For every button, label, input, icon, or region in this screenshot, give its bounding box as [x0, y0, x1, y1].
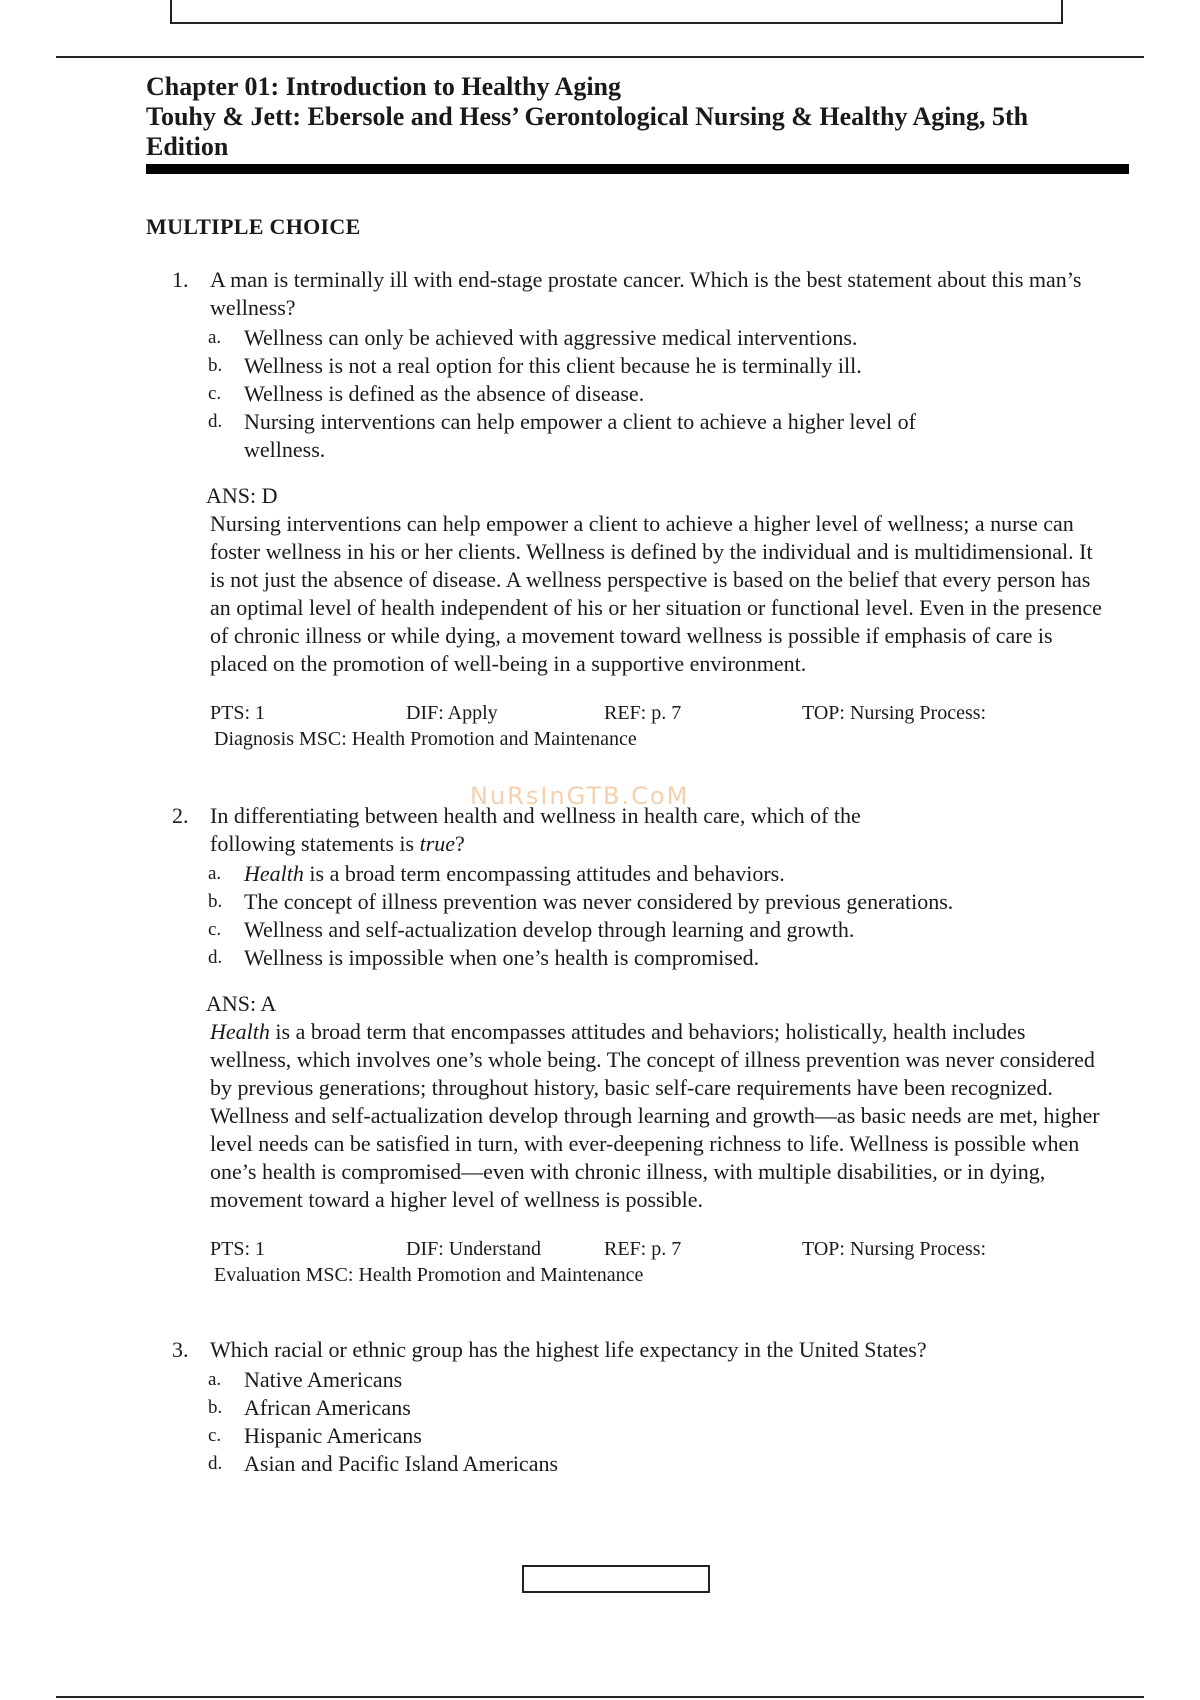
header-divider	[146, 164, 1129, 174]
choice-a	[208, 1366, 1132, 1394]
choice-list	[208, 860, 1132, 972]
choice-letter: a.	[208, 863, 222, 884]
topic: TOP: Nursing Process:	[802, 702, 987, 724]
question-3	[172, 1336, 1132, 1478]
book-title-line2: Edition	[146, 132, 229, 161]
choice-c	[208, 1422, 1132, 1450]
points: PTS: 1	[210, 702, 266, 724]
reference: REF: p. 7	[604, 702, 682, 724]
question-text: A man is terminally ill with end-stage prostate cancer. Which is the best statement about this man’s wellness?	[210, 267, 1082, 320]
question-number: 2.	[172, 803, 189, 828]
top-page-box	[170, 0, 1063, 24]
answer-key: ANS: A	[206, 991, 277, 1016]
question-emphasis: true	[419, 831, 456, 856]
question-number: 1.	[172, 267, 189, 292]
difficulty: DIF: Understand	[406, 1238, 541, 1260]
choice-text: Wellness is impossible when one’s health is compromised.	[244, 945, 760, 970]
choice-text: Hispanic Americans	[244, 1423, 422, 1448]
question-text: Which racial or ethnic group has the highest life expectancy in the United States?	[210, 1337, 927, 1362]
watermark: NuRsInGTB.CoM	[470, 782, 690, 810]
question-1	[172, 266, 1132, 752]
page-number-box	[522, 1565, 710, 1593]
question-stem	[172, 266, 1132, 322]
choice-a	[208, 324, 1132, 352]
rationale-emphasis: Health	[210, 1019, 270, 1044]
choice-text: Wellness is defined as the absence of disease.	[244, 381, 645, 406]
rationale-text: is a broad term that encompasses attitudes and behaviors; holistically, health includes wellness, which involves one’s whole being. The concept of illness prevention was never considered by previous generations; throughout history, basic self-care requirements have been recognized. Wellness and self-actualization develop through learning and growth—as basic needs are met, higher level needs can be satisfied in turn, with ever-deepening richness to life. Wellness is possible when one’s health is compromised—even with chronic illness, with multiple disabilities, or in dying, movement toward a higher level of wellness is possible.	[210, 1019, 1100, 1212]
choice-b	[208, 1394, 1132, 1422]
choice-text: Wellness is not a real option for this client because he is terminally ill.	[244, 353, 862, 378]
topic-msc-line: Evaluation MSC: Health Promotion and Maintenance	[214, 1264, 644, 1286]
choice-c	[208, 916, 1132, 944]
choice-letter: a.	[208, 1369, 222, 1390]
choice-a	[208, 860, 1132, 888]
choice-d	[208, 408, 964, 464]
question-stem	[172, 1336, 1132, 1364]
choice-letter: b.	[208, 891, 223, 912]
book-title-line1: Touhy & Jett: Ebersole and Hess’ Gerontological Nursing & Healthy Aging, 5th	[146, 102, 1029, 131]
answer-key: ANS: D	[206, 483, 278, 508]
topic: TOP: Nursing Process:	[802, 1238, 987, 1260]
top-rule	[56, 56, 1144, 58]
choice-d	[208, 1450, 1132, 1478]
choice-text: Nursing interventions can help empower a client to achieve a higher level of wellness.	[244, 409, 916, 462]
reference: REF: p. 7	[604, 1238, 682, 1260]
choice-letter: d.	[208, 947, 223, 968]
choice-b	[208, 888, 1132, 916]
choice-d	[208, 944, 1132, 972]
choice-text: The concept of illness prevention was never considered by previous generations.	[244, 889, 954, 914]
choice-text: Wellness can only be achieved with aggressive medical interventions.	[244, 325, 858, 350]
rationale	[210, 1018, 1110, 1214]
rationale: Nursing interventions can help empower a client to achieve a higher level of wellness; a nurse can foster wellness in his or her clients. Wellness is defined by the individual and is multidimensional. It is not just the absence of disease. A wellness perspective is based on the belief that every person has an optimal level of health independent of his or her situation or functional level. Even in the presence of chronic illness or while dying, a movement toward wellness is possible if emphasis of care is placed on the promotion of well-being in a supportive environment.	[210, 511, 1102, 676]
choice-text: Asian and Pacific Island Americans	[244, 1451, 559, 1476]
choice-letter: c.	[208, 919, 222, 940]
question-2	[172, 802, 1132, 1288]
question-stem	[172, 802, 930, 858]
choice-text: Wellness and self-actualization develop through learning and growth.	[244, 917, 855, 942]
choice-text: African Americans	[244, 1395, 411, 1420]
choice-list	[208, 1366, 1132, 1478]
question-metadata	[210, 700, 1110, 752]
section-title: MULTIPLE CHOICE	[146, 214, 361, 239]
choice-text: Native Americans	[244, 1367, 403, 1392]
choice-letter: a.	[208, 327, 222, 348]
choice-letter: c.	[208, 383, 222, 404]
difficulty: DIF: Apply	[406, 702, 498, 724]
choice-letter: d.	[208, 1453, 223, 1474]
choice-letter: b.	[208, 1397, 223, 1418]
choice-b	[208, 352, 1132, 380]
choice-text: is a broad term encompassing attitudes and behaviors.	[303, 861, 785, 886]
choice-list	[208, 324, 1132, 464]
points: PTS: 1	[210, 1238, 266, 1260]
chapter-title: Chapter 01: Introduction to Healthy Aging	[146, 72, 622, 101]
document-header	[146, 72, 1106, 162]
choice-letter: b.	[208, 355, 223, 376]
choice-letter: c.	[208, 1425, 222, 1446]
bottom-rule	[56, 1696, 1144, 1698]
choice-c	[208, 380, 1132, 408]
choice-letter: d.	[208, 411, 223, 432]
topic-msc-line: Diagnosis MSC: Health Promotion and Maintenance	[214, 728, 637, 750]
question-text: In differentiating between health and wellness in health care, which of the following statements is	[210, 803, 861, 856]
choice-emphasis: Health	[244, 861, 304, 886]
question-metadata	[210, 1236, 1110, 1288]
question-text-end: ?	[455, 831, 465, 856]
question-number: 3.	[172, 1337, 189, 1362]
